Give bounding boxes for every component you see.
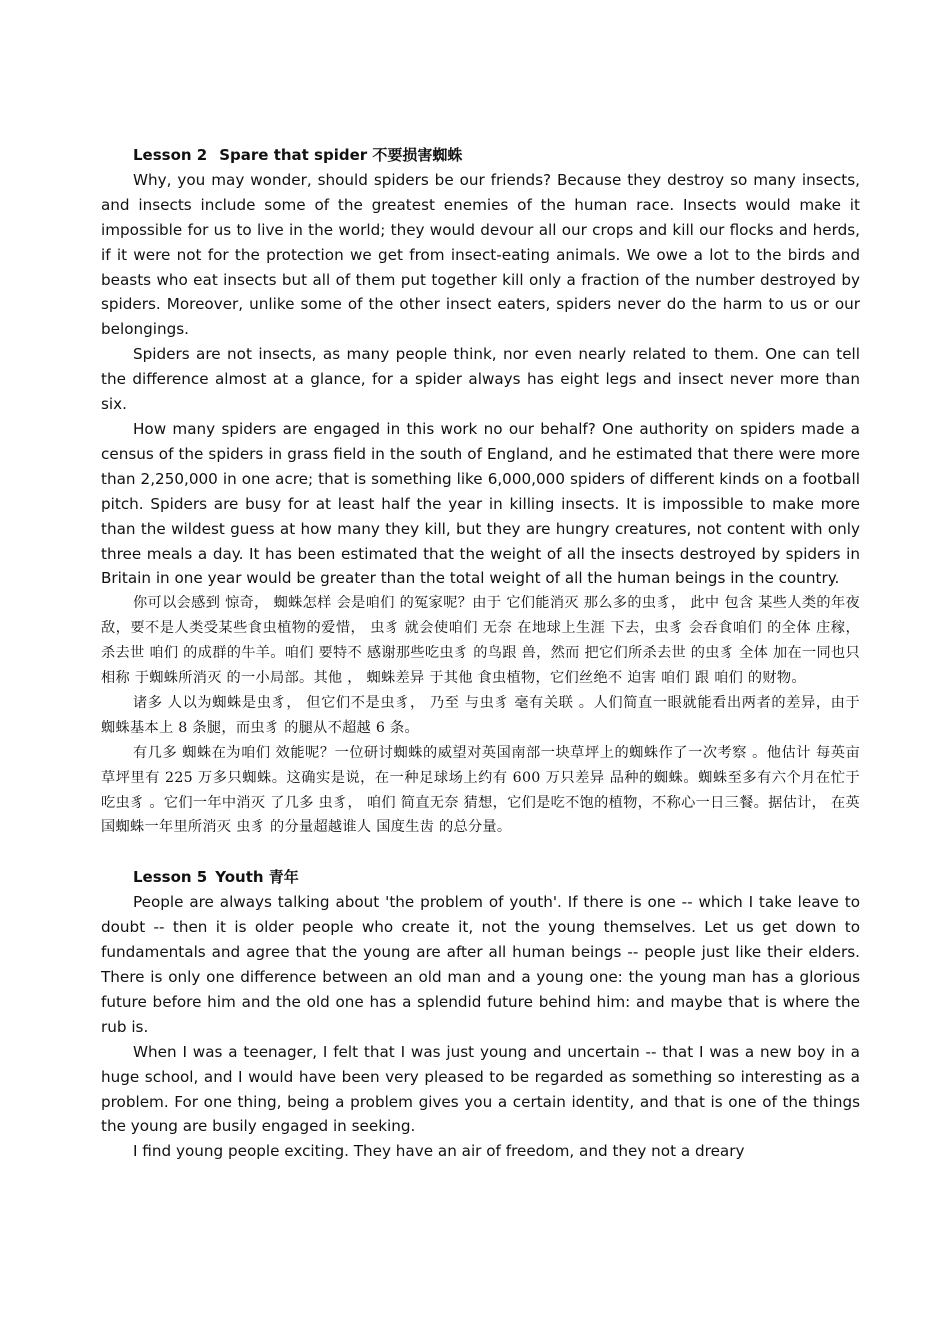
lesson-title-cn: 青年 (268, 868, 299, 887)
paragraph-en: I find young people exciting. They have an air of freedom, and they not a dreary (133, 1142, 745, 1161)
paragraph-en: How many spiders are engaged in this work no our behalf? One authority on spiders made a census of the spiders in grass field in the south of England, and he estimated that there were more than 2,250,000 in one acre; that is something like 6,000,000 spiders of different kinds on a football pitch. Spiders are busy for at least half the year in killing insects. It is impossible to make more than the wildest guess at how many they kill, but they are hungry creatures, not content with only three meals a day. It has been estimated that the weight of all the insects destroyed by spiders in Britain in one year would be greater than the total weight of all the human beings in the country. (101, 419, 860, 588)
lesson-title-en: Youth (215, 868, 264, 887)
lesson-title-cn: 不要损害蜘蛛 (372, 146, 463, 164)
lesson-label: Lesson 5 (133, 868, 208, 887)
document-page (101, 143, 860, 1164)
paragraph-en: Spiders are not insects, as many people think, nor even nearly related to them. One can tell the difference almost at a glance, for a spider always has eight legs and insect never more than six. (101, 345, 860, 414)
paragraph-en: People are always talking about 'the problem of youth'. If there is one -- which I take leave to doubt -- then it is older people who create it, not the young themselves. Let us get down to fundamentals and agree that the young are after all human beings -- people just like their elders. There is only one difference between an old man and a young one: the young man has a glorious future before him and the old one has a splendid future behind him: and maybe that is where the rub is. (101, 893, 860, 1036)
lesson-2 (101, 143, 860, 840)
lesson-5 (101, 865, 860, 1164)
paragraph-en: When I was a teenager, I felt that I was just young and uncertain -- that I was a new boy in a huge school, and I would have been very pleased to be regarded as something so interesting as a problem. For one thing, being a problem gives you a certain identity, and that is one of the things the young are busily engaged in seeking. (101, 1042, 860, 1136)
paragraph-cn: 诸多 人以为蜘蛛是虫豸， 但它们不是虫豸， 乃至 与虫豸 毫有关联 。人们简直一眼就能看出两者的差异，由于 蜘蛛基本上 8 条腿，而虫豸 的腿从不超越 6 条。 (101, 694, 860, 736)
paragraph-en: Why, you may wonder, should spiders be our friends? Because they destroy so many insects, and insects include some of the greatest enemies of the human race. Insects would make it impossible for us to live in the world; they would devour all our crops and kill our flocks and herds, if it were not for the protection we get from insect-eating animals. We owe a lot to the birds and beasts who eat insects but all of them put together kill only a fraction of the number destroyed by spiders. Moreover, unlike some of the other insect eaters, spiders never do the harm to us or our belongings. (101, 170, 860, 339)
lesson-label: Lesson 2 (133, 146, 208, 164)
paragraph-cn: 有几多 蜘蛛在为咱们 效能呢？一位研讨蜘蛛的威望对英国南部一块草坪上的蜘蛛作了一次考察 。他估计 每英亩草坪里有 225 万多只蜘蛛。这确实是说，在一种足球场上约有 600 万只差异 品种的蜘蛛。蜘蛛至多有六个月在忙于吃虫豸 。它们一年中消灭 了几多 虫豸， 咱们 简直无奈 猜想，它们是吃不饱的植物，不称心一日三餐。据估计， 在英国蜘蛛一年里所消灭 虫豸 的分量超越谁人 国度生齿 的总分量。 (101, 744, 860, 836)
lesson-title-en: Spare that spider (219, 146, 368, 164)
lesson-heading (101, 865, 860, 890)
section-spacer (101, 840, 860, 865)
lesson-heading (101, 143, 860, 168)
paragraph-cn: 你可以会感到 惊奇， 蜘蛛怎样 会是咱们 的冤家呢？由于 它们能消灭 那么多的虫豸， 此中 包含 某些人类的年夜 敌，要不是人类受某些食虫植物的爱惜， 虫豸 就会使咱们 无奈 在地球上生涯 下去，虫豸 会吞食咱们 的全体 庄稼，杀去世 咱们 的成群的牛羊。咱们 要特不 感谢那些吃虫豸 的鸟跟 兽，然而 把它们所杀去世 的虫豸 全体 加在一同也只相称 于蜘蛛所消灭 的一小局部。其他 ， 蜘蛛差异 于其他 食虫植物，它们丝绝不 迫害 咱们 跟 咱们 的财物。 (101, 595, 860, 687)
